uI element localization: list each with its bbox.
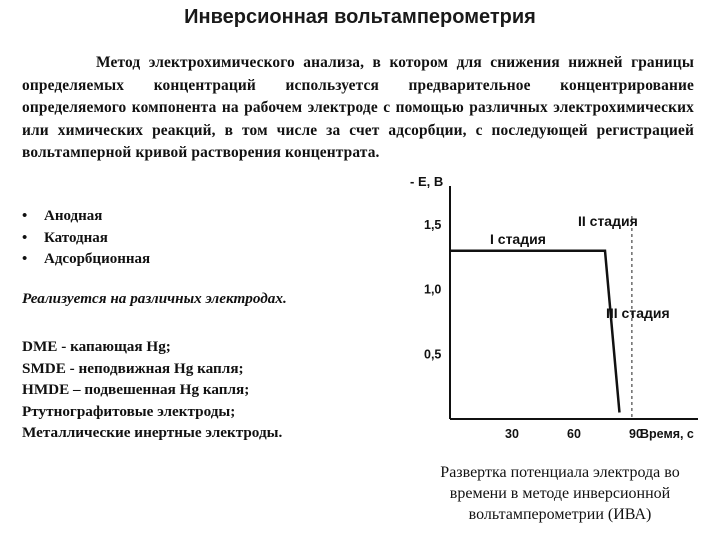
- x-axis-label: Время, с: [640, 427, 694, 441]
- chart-caption: Развертка потенциала электрода во времени в методе инверсионной вольтамперометрии (ИВА): [440, 464, 680, 523]
- list-item: HMDE – подвешенная Hg капля;: [22, 381, 250, 398]
- list-item: Ртутнографитовые электроды;: [22, 402, 236, 420]
- y-tick-label: 0,5: [424, 347, 442, 362]
- intro-paragraph: Метод электрохимического анализа, в котором для снижения нижней границы определяемых концентраций используется предварительное концентрирование определяемого компонента на рабочем электроде с помощью различных электрохимических или химических реакций, в том числе за счет адсорбции, с последующей регистрацией вольтамперной кривой растворения концентрата.: [22, 54, 694, 162]
- electrodes-heading: Реализуется на различных электродах.: [22, 290, 287, 307]
- y-tick-label: 1,0: [424, 282, 442, 297]
- list-item: • Анодная: [22, 206, 150, 228]
- y-tick-label: 1,5: [424, 217, 442, 232]
- x-tick-label: 90: [629, 427, 643, 441]
- types-list: [22, 206, 150, 271]
- series-line: [450, 251, 619, 413]
- page-title: Инверсионная вольтамперометрия: [184, 6, 536, 28]
- x-tick-label: 60: [567, 427, 581, 441]
- stage-2-label: II стадия: [578, 213, 638, 229]
- potential-time-chart: [400, 166, 710, 451]
- x-tick-label: 30: [505, 427, 519, 441]
- stage-3-label: III стадия: [606, 305, 670, 321]
- list-item: DME - капающая Hg;: [22, 338, 171, 355]
- list-item: SMDE - неподвижная Hg капля;: [22, 359, 244, 377]
- stage-1-label: I стадия: [490, 231, 546, 247]
- electrodes-list: [22, 336, 282, 444]
- list-item: • Катодная: [22, 228, 150, 250]
- list-item: Металлические инертные электроды.: [22, 424, 283, 441]
- list-item: • Адсорбционная: [22, 249, 150, 271]
- y-axis-label: - E, B: [410, 174, 444, 189]
